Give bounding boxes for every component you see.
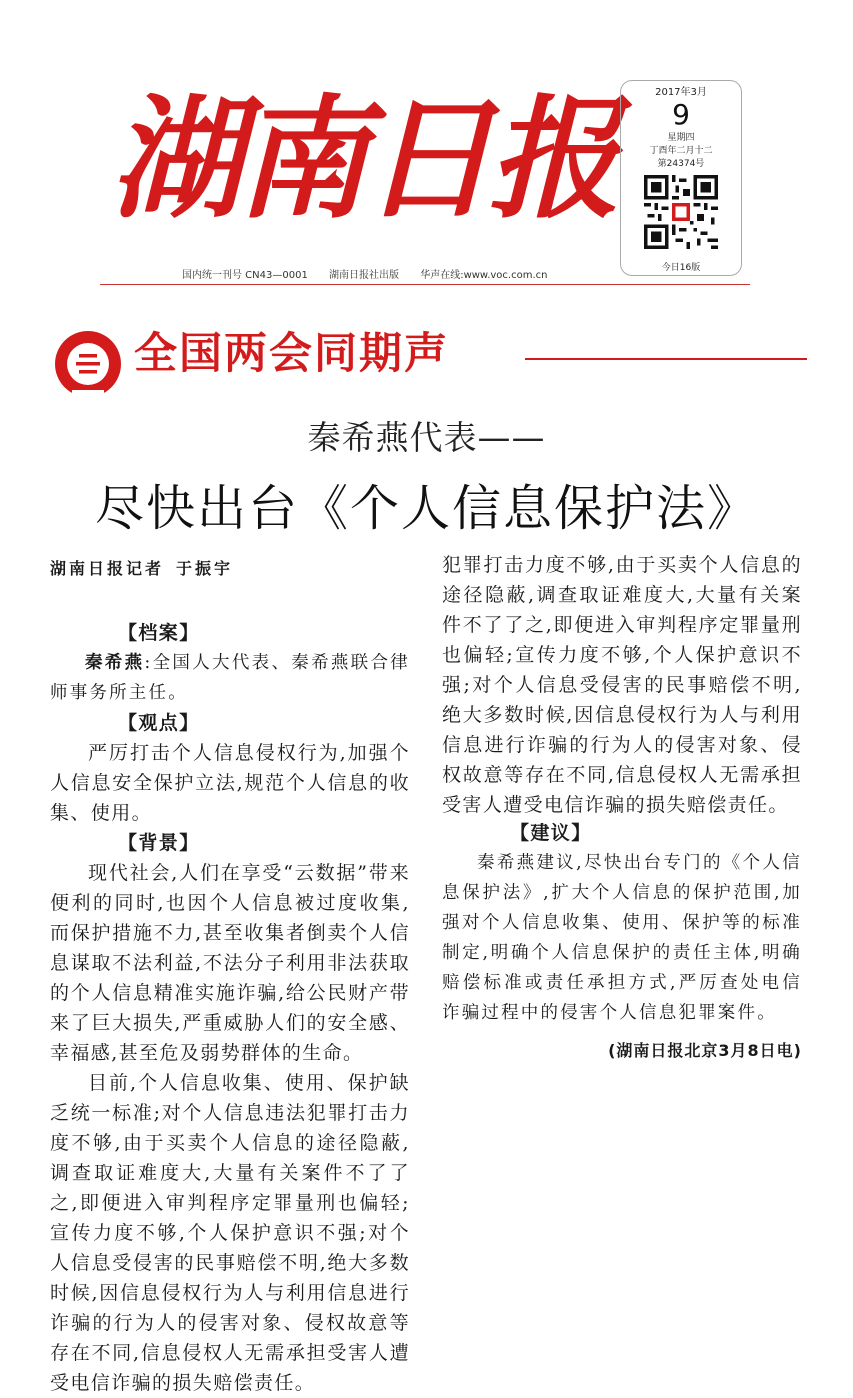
byline-org: 湖南日报记者 (50, 559, 165, 578)
lunar-date: 丁酉年二月十二 (649, 146, 713, 156)
masthead-info (182, 266, 565, 281)
profile-paragraph (50, 648, 410, 708)
profile-name: 秦希燕 (85, 653, 145, 673)
article-headline: 尽快出台《个人信息保护法》 (94, 480, 758, 537)
byline-name: 于振宇 (176, 559, 234, 578)
dateline: (湖南日报北京3月8日电) (608, 1041, 802, 1060)
article-column-right (442, 550, 802, 1066)
label-background: 【背景】 (118, 832, 200, 854)
article-column-left (50, 618, 410, 1394)
year-month: 2017年3月 (655, 87, 707, 98)
publisher-text: 湖南日报社出版 (329, 270, 400, 281)
date-box (620, 80, 742, 276)
section-logo-icon (52, 328, 124, 400)
profile-text: :全国人大代表、秦希燕联合律师事务所主任。 (50, 653, 410, 703)
masthead-divider (100, 284, 750, 285)
label-view: 【观点】 (118, 712, 200, 734)
website-text: 华声在线:www.voc.com.cn (420, 270, 548, 281)
background-paragraph-2: 目前,个人信息收集、使用、保护缺乏统一标准;对个人信息违法犯罪打击力度不够,由于买卖个人信息的途径隐蔽,调查取证难度大,大量有关案件不了了之,即便进入审判程序定罪量刑也偏轻;宣传力度不够,个人保护意识不强;对个人信息受侵害的民事赔偿不明,绝大多数时候,因信息侵权行为人与利用信息进行诈骗的行为人的侵害对象、侵权故意等存在不同,信息侵权人无需承担受害人遭受电信诈骗的损失赔偿责任。 (50, 1072, 410, 1394)
article-subhead: 秦希燕代表—— (307, 418, 546, 457)
section-title: 全国两会同期声 (134, 329, 449, 379)
background-paragraph-2-continued: 犯罪打击力度不够,由于买卖个人信息的途径隐蔽,调查取证难度大,大量有关案件不了了之,即便进入审判程序定罪量刑也偏轻;宣传力度不够,个人保护意识不强;对个人信息受侵害的民事赔偿不明,绝大多数时候,因信息侵权行为人与利用信息进行诈骗的行为人的侵害对象、侵权故意等存在不同,信息侵权人无需承担受害人遭受电信诈骗的损失赔偿责任。 (442, 554, 802, 816)
view-paragraph: 严厉打击个人信息侵权行为,加强个人信息安全保护立法,规范个人信息的收集、使用。 (50, 742, 410, 824)
weekday: 星期四 (667, 133, 695, 143)
label-profile: 【档案】 (118, 622, 200, 644)
byline (50, 556, 233, 579)
issue-number: 第24374号 (657, 159, 705, 169)
page-count: 今日16版 (661, 263, 701, 273)
qr-code-icon[interactable] (644, 175, 718, 249)
day-number: 9 (672, 98, 690, 131)
section-divider (525, 358, 807, 360)
suggestion-paragraph: 秦希燕建议,尽快出台专门的《个人信息保护法》,扩大个人信息的保护范围,加强对个人信息收集、使用、保护等的标准制定,明确个人信息保护的责任主体,明确赔偿标准或责任承担方式,严厉查处电信诈骗过程中的侵害个人信息犯罪案件。 (442, 853, 802, 1023)
masthead-logo: 湖南日报 (110, 82, 614, 237)
background-paragraph-1: 现代社会,人们在享受“云数据”带来便利的同时,也因个人信息被过度收集,而保护措施不力,甚至收集者倒卖个人信息谋取不法利益,不法分子利用非法获取的个人信息精准实施诈骗,给公民财产带来了巨大损失,严重威胁人们的安全感、幸福感,甚至危及弱势群体的生命。 (50, 862, 410, 1064)
issn-text: 国内统一刊号 CN43—0001 (182, 270, 308, 281)
label-suggestion: 【建议】 (510, 822, 592, 844)
